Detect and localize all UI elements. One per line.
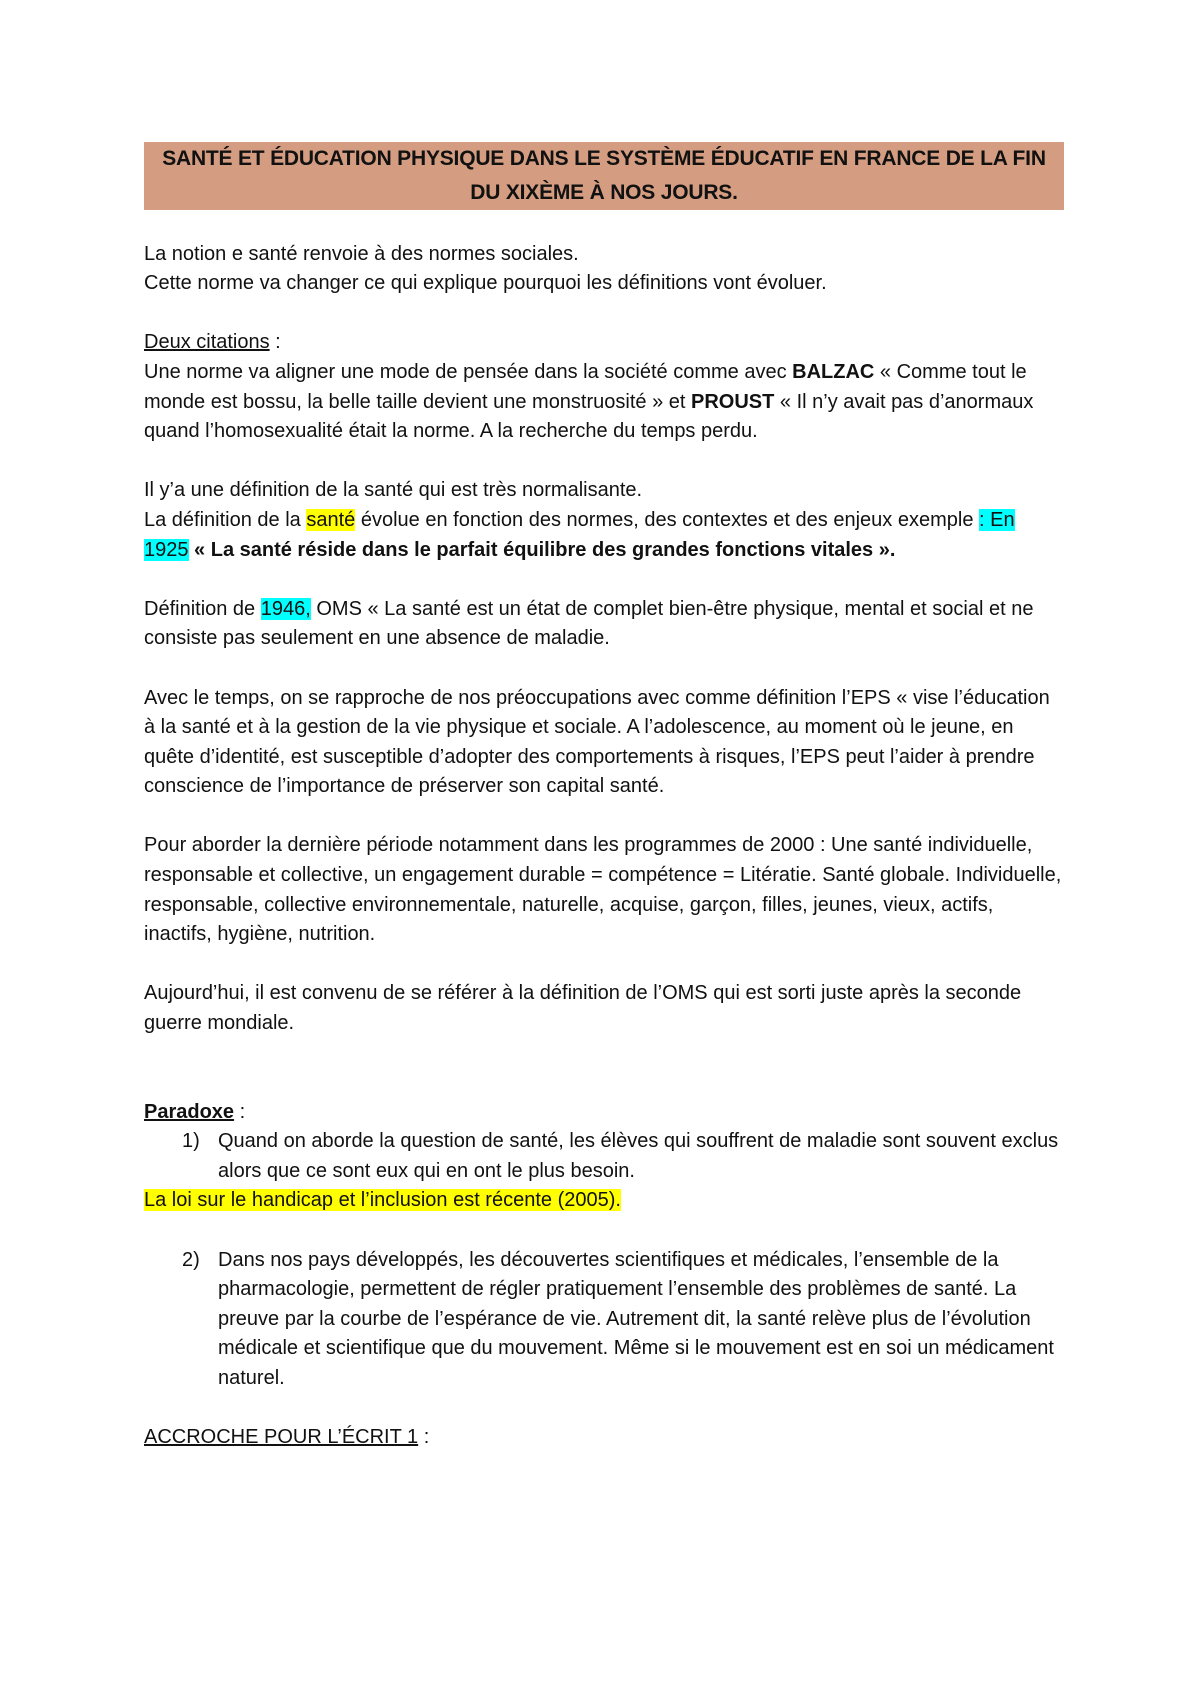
en-1925-highlight: : En 1925 <box>144 508 1015 561</box>
citations-paragraph <box>144 358 1064 447</box>
loi-handicap-highlight: La loi sur le handicap et l’inclusion est récente (2005). <box>144 1189 621 1212</box>
citations-heading-label: Deux citations <box>144 331 270 354</box>
today-paragraph: Aujourd’hui, il est convenu de se référer à la définition de l’OMS qui est sorti juste après la seconde guerre mondiale. <box>144 982 1022 1035</box>
paradoxe-list <box>144 1127 1064 1186</box>
sante-highlight: santé <box>306 508 356 531</box>
balzac-name: BALZAC <box>792 360 875 383</box>
intro-line-2: Cette norme va changer ce qui explique pourquoi les définitions vont évoluer. <box>144 272 827 295</box>
year-1946-highlight: 1946, <box>260 597 311 620</box>
citations-text-c: « Il n’y avait pas d’anormaux quand l’homosexualité était la norme. A la recherche du temps perdu. <box>144 390 1034 443</box>
accroche-heading-suffix: : <box>418 1426 430 1449</box>
eps-paragraph: Avec le temps, on se rapproche de nos préoccupations avec comme définition l’EPS « vise l’éducation à la santé et à la gestion de la vie physique et sociale. A l’adolescence, au moment où le jeune, en quête d’identité, est susceptible d’adopter des comportements à risques, l’EPS peut l’aider à prendre conscience de l’importance de préserver son capital santé. <box>144 686 1050 798</box>
paradoxe-item-1 <box>144 1127 1064 1186</box>
paradoxe-heading-label: Paradoxe <box>144 1100 235 1123</box>
loi-handicap-line <box>144 1186 1064 1216</box>
paradoxe-item-2 <box>144 1246 1064 1394</box>
definition-paragraph <box>144 506 1064 565</box>
accroche-heading <box>144 1423 1064 1453</box>
oms-text-b: OMS « La santé est un état de complet bien-être physique, mental et social et ne consiste pas seulement en une absence de maladie. <box>144 597 1034 650</box>
definition-text-a: La définition de la <box>144 508 307 531</box>
oms-text-a: Définition de <box>144 597 261 620</box>
paradoxe-heading-suffix: : <box>234 1100 246 1123</box>
proust-name: PROUST <box>691 390 775 413</box>
paradoxe-item-1-number: 1) <box>182 1130 200 1153</box>
document-title: SANTÉ ET ÉDUCATION PHYSIQUE DANS LE SYSTÈME ÉDUCATIF EN FRANCE DE LA FIN DU XIXÈME À NOS JOURS. <box>144 142 1064 210</box>
citations-text-a: Une norme va aligner une mode de pensée dans la société comme avec <box>144 360 793 383</box>
definition-line-1: Il y’a une définition de la santé qui est très normalisante. <box>144 479 643 502</box>
accroche-heading-label: ACCROCHE POUR L’ÉCRIT 1 <box>144 1426 419 1449</box>
oms-paragraph <box>144 595 1064 654</box>
citations-heading <box>144 328 1064 358</box>
paradoxe-heading <box>144 1098 1064 1128</box>
definition-text-b: évolue en fonction des normes, des contextes et des enjeux exemple <box>355 508 979 531</box>
citations-heading-suffix: : <box>269 331 281 354</box>
paradoxe-item-1-text: Quand on aborde la question de santé, les élèves qui souffrent de maladie sont souvent exclus alors que ce sont eux qui en ont le plus besoin. <box>218 1130 1059 1182</box>
programmes-paragraph: Pour aborder la dernière période notamment dans les programmes de 2000 : Une santé individuelle, responsable et collective, un engagement durable = compétence = Litératie. Santé globale. Individuelle, responsable, collective environnementale, naturelle, acquise, garçon, filles, jeunes, vieux, actifs, inactifs, hygiène, nutrition. <box>144 834 1062 946</box>
document-page <box>144 142 1064 1453</box>
intro-line-1: La notion e santé renvoie à des normes sociales. <box>144 242 579 265</box>
paradoxe-item-2-text: Dans nos pays développés, les découvertes scientifiques et médicales, l’ensemble de la pharmacologie, permettent de régler pratiquement l’ensemble des problèmes de santé. La preuve par la courbe de l’espérance de vie. Autrement dit, la santé relève plus de l’évolution médicale et scientifique que du mouvement. Même si le mouvement est en soi un médicament naturel. <box>218 1248 1054 1389</box>
quote-1925: « La santé réside dans le parfait équilibre des grandes fonctions vitales ». <box>188 538 896 561</box>
citations-text-b: « Comme tout le monde est bossu, la belle taille devient une monstruosité » et <box>144 360 1027 413</box>
paradoxe-list-2 <box>144 1246 1064 1394</box>
paradoxe-item-2-number: 2) <box>182 1248 200 1271</box>
